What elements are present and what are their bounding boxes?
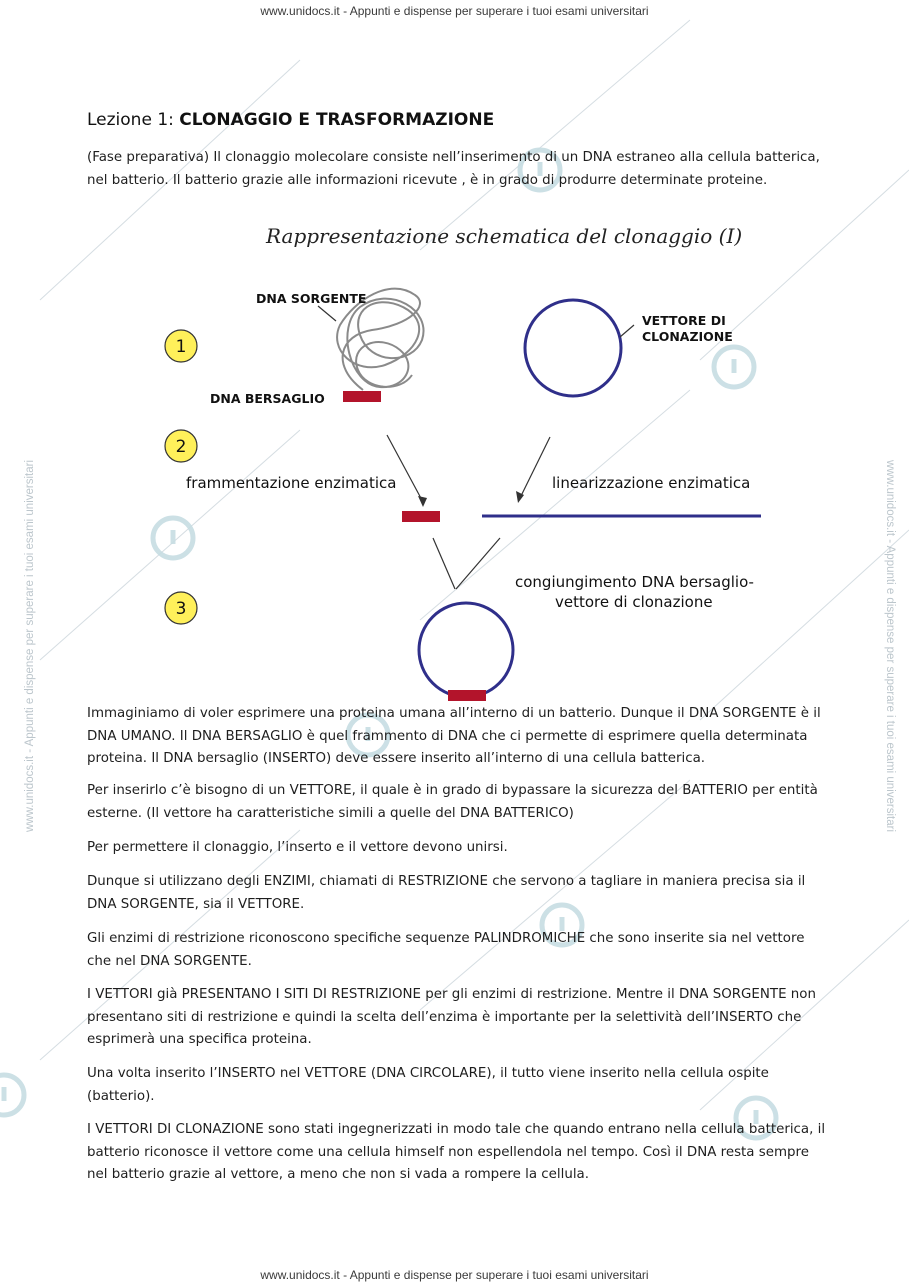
fragmentation-caption: frammentazione enzimatica — [186, 474, 397, 492]
paragraph-4: Dunque si utilizzano degli ENZIMI, chiamati di RESTRIZIONE che servono a tagliare in maniera precisa sia il DNA SORGENTE, sia il VETTORE. — [87, 874, 806, 912]
step-number: 2 — [175, 437, 187, 457]
unidocs-logo-icon — [0, 1075, 24, 1115]
paragraph-3: Per permettere il clonaggio, l’inserto e il vettore devono unirsi. — [87, 840, 508, 855]
diagram-title: Rappresentazione schematica del clonaggio (I) — [266, 224, 743, 248]
lesson-title-main: CLONAGGIO E TRASFORMAZIONE — [179, 110, 495, 130]
recombinant-vector-circle — [419, 603, 513, 697]
lesson-title-prefix: Lezione 1: — [87, 110, 180, 130]
vector-label-line2: CLONAZIONE — [642, 329, 733, 344]
side-watermark-right: www.unidocs.it - Appunti e dispense per superare i tuoi esami universitari — [884, 459, 896, 833]
linearization-caption: linearizzazione enzimatica — [552, 474, 751, 492]
step-number: 3 — [175, 599, 187, 619]
side-watermark-left: www.unidocs.it - Appunti e dispense per superare i tuoi esami universitari — [24, 459, 36, 833]
source-dna-label: DNA SORGENTE — [256, 291, 367, 306]
paragraph-5: Gli enzimi di restrizione riconoscono specifiche sequenze PALINDROMICHE che sono inserite sia nel vettore che nel DNA SORGENTE. — [87, 931, 805, 969]
target-dna-segment — [343, 391, 381, 402]
footer-watermark: www.unidocs.it - Appunti e dispense per superare i tuoi esami universitari — [260, 1268, 649, 1282]
target-dna-label: DNA BERSAGLIO — [210, 391, 325, 406]
intro-paragraph: (Fase preparativa) Il clonaggio molecolare consiste nell’inserimento di un DNA estraneo alla cellula batterica, nel batterio. Il batterio grazie alle informazioni ricevute , è in grado di produrre determinate proteine. — [87, 150, 820, 188]
paragraph-7: Una volta inserito l’INSERTO nel VETTORE (DNA CIRCOLARE), il tutto viene inserito nella cellula ospite (batterio). — [87, 1066, 769, 1104]
step-badge-2 — [165, 430, 197, 462]
joining-caption-line2: vettore di clonazione — [555, 593, 713, 611]
paragraph-6: I VETTORI già PRESENTANO I SITI DI RESTRIZIONE per gli enzimi di restrizione. Mentre il DNA SORGENTE non presentano siti di restrizione e quindi la scelta dell’enzima è importante per la selettività dell’INSERTO che esprimerà una specifica proteina. — [87, 987, 816, 1047]
cloning-diagram — [150, 215, 770, 705]
vector-label-line1: VETTORE DI — [642, 313, 726, 328]
inserted-target-segment — [448, 690, 486, 701]
paragraph-8: I VETTORI DI CLONAZIONE sono stati ingegnerizzati in modo tale che quando entrano nella cellula batterica, il batterio riconosce il vettore come una cellula himself non espellendola nel tempo. Così il DNA resta sempre nel batterio grazie al vettore, a meno che non si vada a rompere la cellula. — [87, 1122, 826, 1182]
paragraph-2: Per inserirlo c’è bisogno di un VETTORE, il quale è in grado di bypassare la sicurezza del BATTERIO per entità esterne. (Il vettore ha caratteristiche simili a quelle del DNA BATTERICO) — [87, 783, 818, 821]
step-number: 1 — [175, 337, 187, 357]
fragmented-target-segment — [402, 511, 440, 522]
step-badge-3 — [165, 592, 197, 624]
lesson-title — [87, 110, 494, 130]
joining-caption-line1: congiungimento DNA bersaglio- — [515, 573, 754, 591]
header-watermark: www.unidocs.it - Appunti e dispense per superare i tuoi esami universitari — [260, 4, 649, 18]
step-badge-1 — [165, 330, 197, 362]
paragraph-1: Immaginiamo di voler esprimere una proteina umana all’interno di un batterio. Dunque il DNA SORGENTE è il DNA UMANO. Il DNA BERSAGLIO è quel frammento di DNA che ci permette di esprimere quella determinata proteina. Il DNA bersaglio (INSERTO) deve essere inserito all’interno di una cellula batterica. — [87, 706, 821, 766]
cloning-vector-circle — [525, 300, 621, 396]
